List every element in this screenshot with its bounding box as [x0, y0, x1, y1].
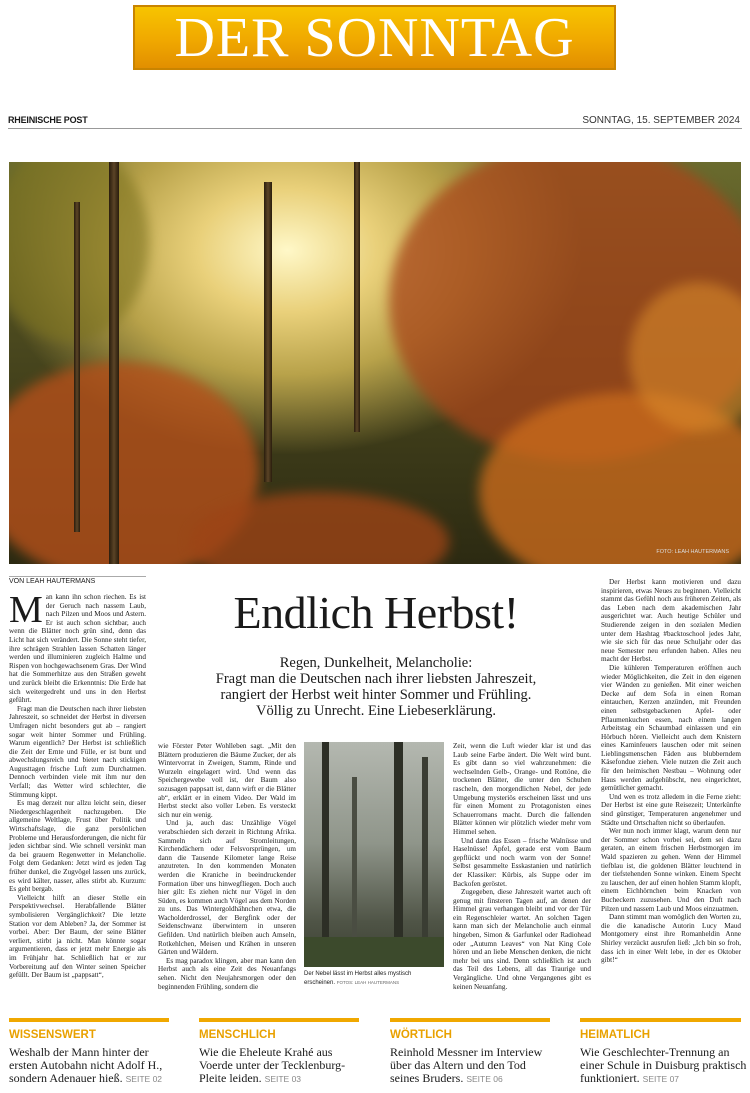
deck-line: Völlig zu Unrecht. Eine Liebeserklärung. [256, 703, 496, 719]
article-column-2 [158, 742, 296, 991]
teaser-heimatlich[interactable] [580, 1046, 748, 1086]
teaser-page: SEITE 07 [642, 1074, 680, 1084]
fog-forest-photo [304, 742, 444, 967]
teaser-page: SEITE 03 [264, 1074, 302, 1084]
teaser-tag-wissenswert: WISSENSWERT [9, 1029, 96, 1041]
issue-date: SONNTAG, 15. SEPTEMBER 2024 [582, 115, 740, 126]
teaser-menschlich[interactable] [199, 1046, 367, 1086]
paragraph: Und wen es trotz alledem in die Ferne zieht: Der Herbst ist eine gute Reisezeit; Unterkünfte sind günstiger, Temperaturen angenehmer und Städte und Ortschaften nicht so überlaufen. [601, 792, 741, 827]
teaser-woertlich[interactable] [390, 1046, 558, 1086]
teaser-tag-woertlich: WÖRTLICH [390, 1029, 452, 1041]
caption-credit: FOTOS: LEAH HAUTERMANS [336, 979, 400, 985]
paragraph: Und dann das Essen – frische Walnüsse und Haselnüsse! Äpfel, gerade erst vom Baum gepflückt und noch warm von der Sonne! Selbst gesammelte Esskastanien und natürlich der Klassiker: Kürbis, als Suppe oder im Backofen geröstet. [453, 836, 591, 888]
hero-photo-autumn-forest [9, 162, 741, 564]
article-column-3 [453, 742, 591, 991]
teaser-page: SEITE 02 [125, 1074, 163, 1084]
paper-name: RHEINISCHE POST [8, 115, 88, 125]
article-headline: Endlich Herbst! [233, 587, 519, 638]
deck-line: Regen, Dunkelheit, Melancholie: [279, 655, 473, 671]
paragraph: Es mag paradox klingen, aber man kann den Herbst auch als eine Zeit des Neuanfangs sehen. Nicht den Neujahrsmorgen oder den beginnenden Frühling, sondern die [158, 956, 296, 991]
teaser-page: SEITE 06 [466, 1074, 503, 1084]
paragraph: Zugegeben, diese Jahreszeit wartet auch oft genug mit finsteren Tagen auf, an denen der Himmel grau verhangen bleibt und vor der Tür ein Regenschleier wartet. An solchen Tagen kann man sich der Melancholie auch einmal hingeben, Simon & Garfunkel oder Radiohead oder „Autumn Leaves“ von Nat King Cole hören und an liebe Menschen denken, die nicht mehr bei uns sind. Denn schließlich ist auch das Teil des Lebens, all das Traurige und Vergängliche. Und ohne Vergangenes gibt es keinen Neuanfang. [453, 888, 591, 991]
deck-line: rangiert der Herbst weit hinter Sommer und Frühling. [220, 687, 532, 703]
teaser-bar [580, 1018, 741, 1022]
article-deck [158, 655, 594, 719]
paragraph: Der Herbst kann motivieren und dazu inspirieren, etwas Neues zu beginnen. Vielleicht stammt das Gefühl noch aus früheren Zeiten, als das Leben nach dem akademischen Jahr ausgerichtet war. Auch heutige Schüler und Studierende zeigen in den sozialen Medien unter dem Hashtag #backtoschool jedes Jahr, wie sie sich für das neue Schuljahr oder das neue Semester neu erfunden haben. Alles neu macht der Herbst. [601, 578, 741, 664]
teaser-text: Wie die Eheleute Krahé aus Voerde unter der Tecklenburg-Pleite leiden. [199, 1045, 346, 1085]
deck-line: Fragt man die Deutschen nach ihrer liebsten Jahreszeit, [215, 671, 537, 687]
teaser-text: Wie Geschlechter-Trennung an einer Schule in Duisburg praktisch funktioniert. [580, 1045, 747, 1085]
dropcap: M [9, 589, 43, 631]
paragraph: Zeit, wenn die Luft wieder klar ist und das Laub seine Farbe ändert. Die Welt wird bunt. Es gibt dann so viel wahrzunehmen: die wechselnden Gelb-, Orange- und Rottöne, die trockenen Blätter, die unter den Schuhen rascheln, den morgendlichen Nebel, der jede Umgebung mysteriös erscheinen lässt und uns für einen Moment zu Protagonisten eines Schauerromans macht. Durch die fallenden Blätter können wir plötzlich wieder mehr vom Himmel sehen. [453, 742, 591, 836]
paragraph: an kann ihn schon riechen. Es ist der Geruch nach nassem Laub, nach Pilzen und Moos und Astern. Er ist auch schon sichtbar, auch wenn die Blätter noch grün sind, denn das Licht hat sich verändert. Die Sonne steht tiefer, ihre schrägen Strahlen lassen Schatten länger werden und illuminieren zugleich Halme und Rispen von hochgewachsenem Gras. Der Wind hat die Sommerhitze aus den Straßen geweht und zurück bleibt die Erkenntnis: Die Erde hat sich weitergedreht und uns in den Herbst geführt. [9, 593, 146, 705]
paragraph: Es mag derzeit nur allzu leicht sein, dieser Niedergeschlagenheit nachzugeben. Die allgemeine Weltlage, Frust über Politik und Wirtschaftslage, die ganz persönlichen Probleme und Herausforderungen, die nicht für jeden sichtbar sind. Wie schnell versinkt man da bei grauem Regenwetter in Melancholie. Folgt dem Gedanken: Jetzt wird es jeden Tag früher dunkel, die Zugvögel lassen uns zurück, es wird kälter, nasser, alles stirbt ab. Kurzum: Es geht bergab. [9, 799, 146, 894]
paragraph: Die kühleren Temperaturen eröffnen auch wieder Möglichkeiten, die Zeit in den eigenen vier Wänden zu genießen. Mit einer weichen Decke auf dem Sofa in einen Roman eintauchen, Kerzen anzünden, mit Freunden einen selbstgebackenen Apfel- oder Pflaumenkuchen essen, nach einem langen Arbeitstag ein Schaumbad einlassen und ein Hörbuch hören. Vielleicht auch dem Knistern eines Kaminfeuers lauschen oder mit seinen Lieblingsmenschen Fäden aus blubberndem Käsefondue ziehen. Viele nutzen die Zeit auch für den heimischen Nestbau – Wohnung oder Haus werden aufgehübscht, neu eingerichtet, gemütlicher gemacht. [601, 663, 741, 793]
teaser-text: Reinhold Messner im Interview über das Altern und den Tod seines Bruders. [390, 1045, 543, 1085]
teaser-tag-menschlich: MENSCHLICH [199, 1029, 276, 1041]
article-column-4 [601, 578, 741, 965]
teaser-bar [390, 1018, 550, 1022]
paragraph: Dann stimmt man womöglich den Worten zu, die die kanadische Autorin Lucy Maud Montgomery einst ihre Romanheldin Anne Shirley verzückt ausrufen ließ: „Ich bin so froh, dass ich in einer Welt lebe, in der es Oktober gibt!“ [601, 913, 741, 965]
paragraph: Wer nun noch immer klagt, warum denn nur der Sommer schon vorbei sei, dem sei dazu geraten, an einem frischen Herbstmorgen im Wald spazieren zu gehen. Wenn der Himmel tiefblau ist, die goldenen Blätter leuchtend in der tiefstehenden Sonne winken. Einem Specht zu lauschen, der auf einen hohlen Stamm klopft, einem Eichhörnchen beim Knacken von Bucheckern zuzusehen. Und den Duft nach Pilzen und nassem Laub und Moos einzuatmen. [601, 827, 741, 913]
header-rule [8, 128, 742, 129]
teaser-bar [199, 1018, 359, 1022]
photo-caption [304, 971, 444, 987]
teaser-tag-heimatlich: HEIMATLICH [580, 1029, 651, 1041]
article-column-1 [9, 589, 146, 980]
paragraph: Und ja, auch das: Unzählige Vögel verabschieden sich derzeit in Richtung Afrika. Sammeln sich auf Stromleitungen, Kirchendächern oder Felsvorsprüngen, um dann die Tausende Kilometer lange Reise anzutreten. In den kommenden Monaten werden die Kraniche in beeindruckender Formation über uns hinwegfliegen. Doch auch hier gilt: Es ziehen nicht nur Vögel in den Süden, es kommen auch Vögel aus dem Norden zu uns. Das Wintergoldhähnchen etwa, die Wacholderdrossel, der Bergfink oder der Seidenschwanz überwintern in unseren Gefilden. Und natürlich bleiben auch Amseln, Rotkehlchen, Meisen und Krähen in unseren Gärten und Wäldern. [158, 819, 296, 957]
paragraph: wie Förster Peter Wohlleben sagt. „Mit den Blättern produzieren die Bäume Zucker, der als Wintervorrat in Zweigen, Stamm, Rinde und Wurzeln eingelagert wird. Und wenn das Speichergewebe voll ist, der Baum also sozusagen pappsatt ist, dann wirft er die Blätter ab“, erklärt er in einem Video. Der Wald im Herbst steckt also voller Leben. Es versteckt sich nur ein wenig. [158, 742, 296, 819]
hero-credit: FOTO: LEAH HAUTERMANS [656, 549, 729, 555]
teaser-wissenswert[interactable] [9, 1046, 177, 1086]
masthead [133, 5, 616, 70]
paragraph: Vielleicht hilft an dieser Stelle ein Perspektivwechsel. Herabfallende Blätter symbolisieren Vergänglichkeit? Die letzte Station vor dem Ableben? Ja, der Sommer ist vorbei. Aber: Der Baum, der seine Blätter verliert, stirbt ja nicht. Man könnte sogar argumentieren, dass er jetzt mehr Energie als im Frühjahr hat. Schließlich hat er zur Vorbereitung auf den Winter seinen Speicher gefüllt. Der Baum ist „pappsatt“, [9, 893, 146, 980]
paragraph: Fragt man die Deutschen nach ihrer liebsten Jahreszeit, so schneidet der Herbst in diversen Umfragen nicht besonders gut ab – rangiert sogar weit hinter Sommer und Frühling. Warum eigentlich? Der Herbst ist schließlich die Zeit der Ernte und Fülle, er ist bunt und abwechslungsreich und bietet nach stickigen Augusttagen frische Luft zum Durchatmen. Dennoch verbinden viele mit ihm nur den Verfall; das Wetter wird schlechter, die Stimmung kippt. [9, 704, 146, 799]
teaser-bar [9, 1018, 169, 1022]
teaser-text: Weshalb der Mann hinter der ersten Autobahn nicht Adolf H., sondern Adenauer hieß. [9, 1045, 163, 1085]
masthead-title: DER SONNTAG [174, 6, 575, 69]
byline: VON LEAH HAUTERMANS [9, 576, 146, 585]
caption-text: Der Nebel lässt im Herbst alles mystisch erscheinen. [304, 971, 412, 986]
